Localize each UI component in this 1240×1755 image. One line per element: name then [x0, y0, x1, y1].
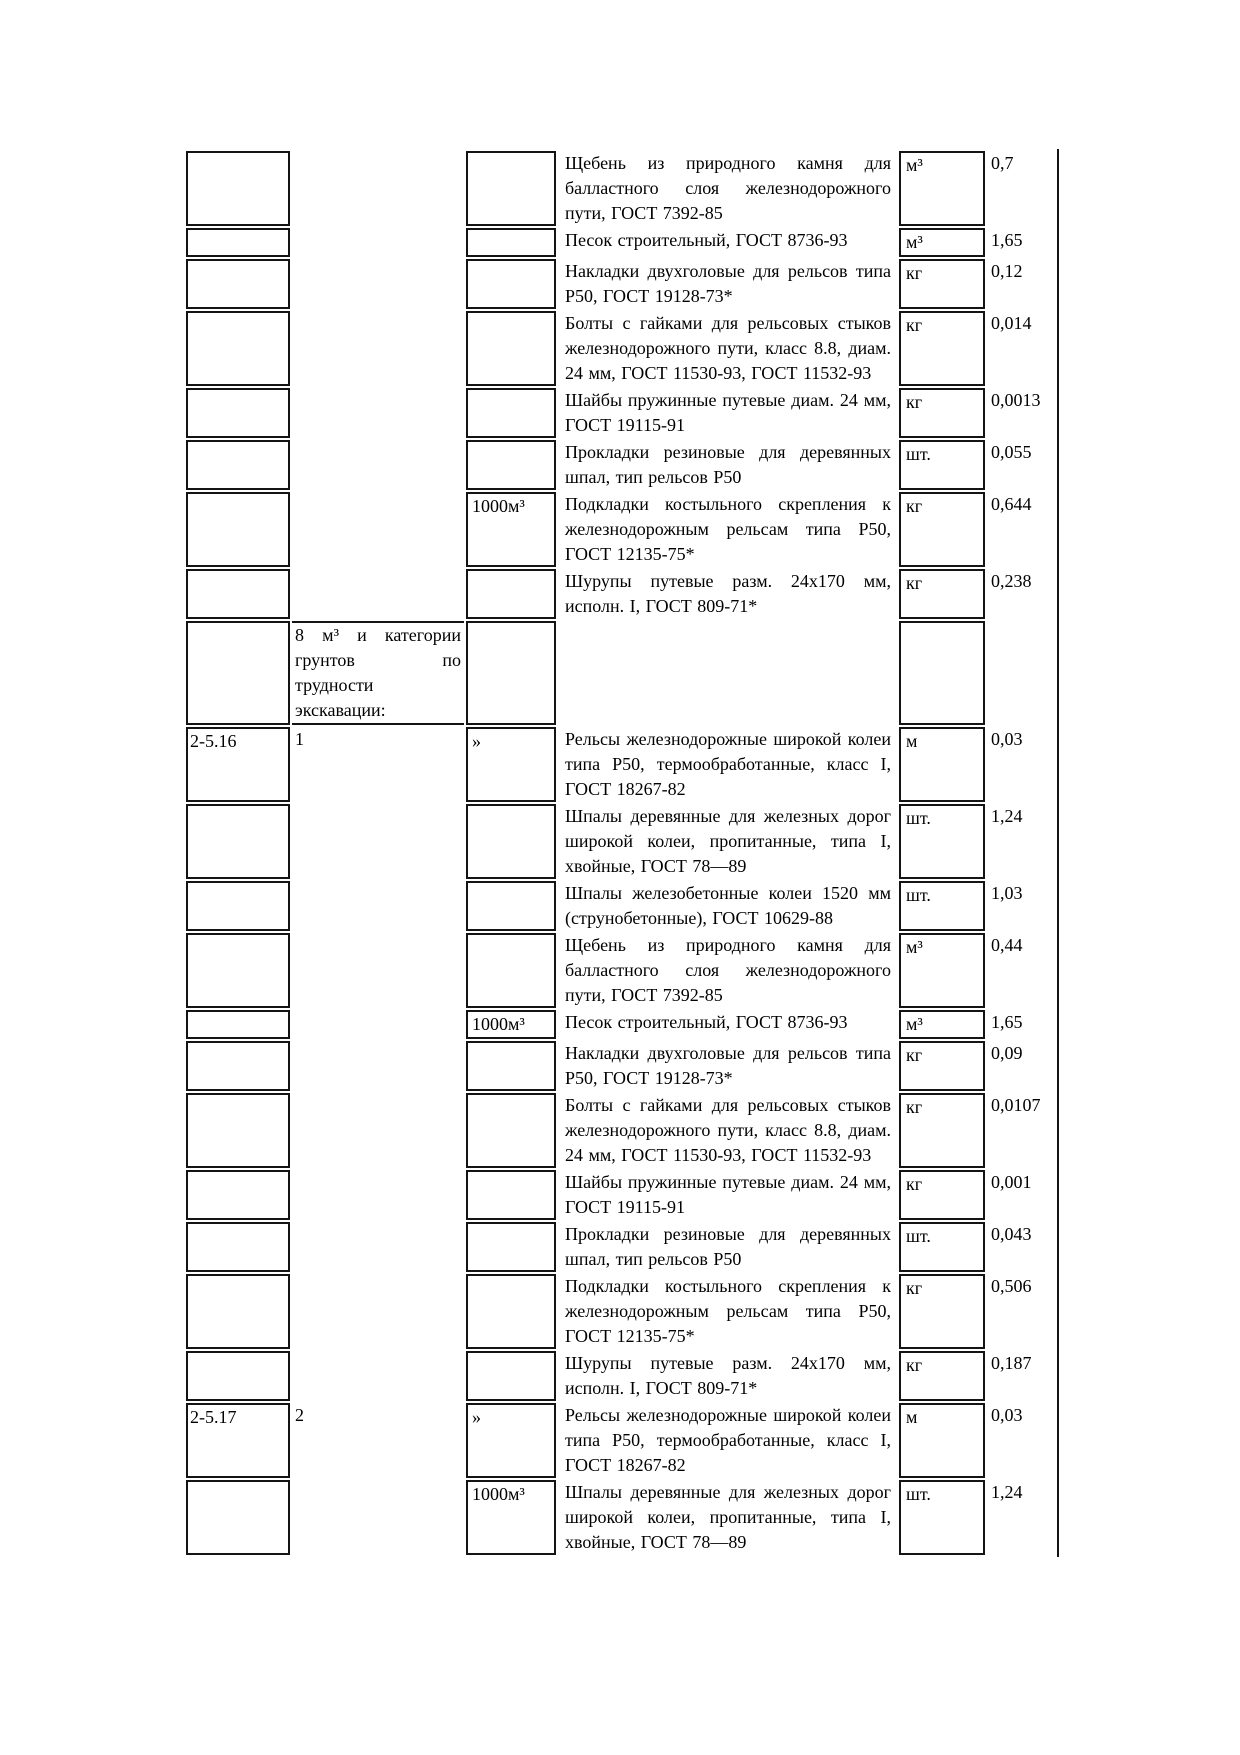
- material-cell: Прокладки резиновые для деревянных шпал, тип рельсов Р50: [565, 1224, 891, 1269]
- measure-unit-cell: 1000м³: [466, 1010, 556, 1039]
- measure-unit-cell: 1000м³: [466, 1480, 556, 1555]
- quantity-cell: 0,506: [991, 1276, 1032, 1296]
- table-row: [186, 881, 1057, 931]
- unit-cell: [899, 621, 985, 725]
- measure-unit-cell: [466, 1041, 556, 1091]
- code-cell: [186, 228, 290, 257]
- code-cell: [186, 259, 290, 309]
- quantity-cell: 1,65: [991, 230, 1023, 250]
- material-cell: Рельсы железнодорожные широкой колеи типа Р50, термообработанные, класс I, ГОСТ 18267-82: [565, 729, 891, 799]
- quantity-cell: 1,24: [991, 806, 1023, 826]
- table-row: [186, 388, 1057, 438]
- code-cell: [186, 569, 290, 619]
- unit-cell: м³: [899, 933, 985, 1008]
- category-cell: [292, 1010, 464, 1039]
- material-cell: Шпалы железобетонные колеи 1520 мм (струнобетонные), ГОСТ 10629-88: [565, 883, 891, 928]
- measure-unit-cell: [466, 1170, 556, 1220]
- measure-unit-cell: »: [466, 727, 556, 802]
- table-row: [186, 1010, 1057, 1039]
- table-row: [186, 1041, 1057, 1091]
- category-cell: [292, 569, 464, 619]
- unit-cell: кг: [899, 388, 985, 438]
- unit-cell: м³: [899, 1010, 985, 1039]
- material-cell: Накладки двухголовые для рельсов типа Р50, ГОСТ 19128-73*: [565, 261, 891, 306]
- code-cell: [186, 804, 290, 879]
- category-cell: [292, 1041, 464, 1091]
- code-cell: [186, 1351, 290, 1401]
- code-cell: [186, 1274, 290, 1349]
- category-cell: [292, 228, 464, 257]
- table-row: [186, 311, 1057, 386]
- code-cell: [186, 621, 290, 725]
- unit-cell: кг: [899, 311, 985, 386]
- category-cell: [292, 1222, 464, 1272]
- quantity-cell: 0,014: [991, 313, 1032, 333]
- unit-cell: кг: [899, 492, 985, 567]
- quantity-cell: 0,238: [991, 571, 1032, 591]
- category-cell: [292, 1093, 464, 1168]
- material-cell: Щебень из природного камня для балластного слоя железнодорожного пути, ГОСТ 7392-85: [565, 153, 891, 223]
- category-cell: [292, 492, 464, 567]
- code-cell: [186, 440, 290, 490]
- measure-unit-cell: [466, 1274, 556, 1349]
- unit-cell: м³: [899, 151, 985, 226]
- code-cell: [186, 388, 290, 438]
- material-cell: Песок строительный, ГОСТ 8736-93: [565, 230, 848, 250]
- table-row: [186, 1093, 1057, 1168]
- unit-cell: шт.: [899, 1222, 985, 1272]
- quantity-cell: 0,0013: [991, 390, 1041, 410]
- material-cell: Прокладки резиновые для деревянных шпал, тип рельсов Р50: [565, 442, 891, 487]
- category-cell: [292, 1274, 464, 1349]
- measure-unit-cell: [466, 804, 556, 879]
- measure-unit-cell: [466, 569, 556, 619]
- table-row: [186, 933, 1057, 1008]
- quantity-cell: 0,12: [991, 261, 1023, 281]
- category-cell: [292, 151, 464, 226]
- code-cell: [186, 1041, 290, 1091]
- material-cell: Болты с гайками для рельсовых стыков железнодорожного пути, класс 8.8, диам. 24 мм, ГОСТ 11530-93, ГОСТ 11532-93: [565, 313, 891, 383]
- quantity-cell: 0,644: [991, 494, 1032, 514]
- quantity-cell: 0,043: [991, 1224, 1032, 1244]
- quantity-cell: 1,65: [991, 1012, 1023, 1032]
- category-cell: [292, 1351, 464, 1401]
- table-row: [186, 1403, 1057, 1478]
- unit-cell: кг: [899, 569, 985, 619]
- table-row: [186, 1170, 1057, 1220]
- quantity-cell: 0,03: [991, 1405, 1023, 1425]
- norms-table-body: [186, 151, 1057, 1555]
- measure-unit-cell: [466, 228, 556, 257]
- material-cell: Шайбы пружинные путевые диам. 24 мм, ГОСТ 19115-91: [565, 390, 891, 435]
- quantity-cell: 0,187: [991, 1353, 1032, 1373]
- quantity-cell: 0,001: [991, 1172, 1032, 1192]
- code-cell: [186, 1480, 290, 1555]
- material-cell: Подкладки костыльного скрепления к железнодорожным рельсам типа Р50, ГОСТ 12135-75*: [565, 1276, 891, 1346]
- material-cell: Подкладки костыльного скрепления к железнодорожным рельсам типа Р50, ГОСТ 12135-75*: [565, 494, 891, 564]
- category-cell: [292, 804, 464, 879]
- unit-cell: кг: [899, 1351, 985, 1401]
- material-cell: Шпалы деревянные для железных дорог широкой колеи, пропитанные, типа I, хвойные, ГОСТ 78—89: [565, 1482, 891, 1552]
- measure-unit-cell: 1000м³: [466, 492, 556, 567]
- unit-cell: м: [899, 727, 985, 802]
- quantity-cell: 0,09: [991, 1043, 1023, 1063]
- category-cell: [292, 933, 464, 1008]
- table-row: [186, 727, 1057, 802]
- unit-cell: кг: [899, 1093, 985, 1168]
- unit-cell: шт.: [899, 804, 985, 879]
- category-cell: [292, 1170, 464, 1220]
- category-cell: 2: [295, 1405, 304, 1425]
- material-cell: Болты с гайками для рельсовых стыков железнодорожного пути, класс 8.8, диам. 24 мм, ГОСТ 11530-93, ГОСТ 11532-93: [565, 1095, 891, 1165]
- material-cell: Шурупы путевые разм. 24х170 мм, исполн. I, ГОСТ 809-71*: [565, 1353, 891, 1398]
- quantity-cell: 0,44: [991, 935, 1023, 955]
- quantity-cell: [987, 621, 1057, 725]
- material-cell: Шпалы деревянные для железных дорог широкой колеи, пропитанные, типа I, хвойные, ГОСТ 78—89: [565, 806, 891, 876]
- table-row: [186, 1222, 1057, 1272]
- measure-unit-cell: [466, 151, 556, 226]
- unit-cell: шт.: [899, 881, 985, 931]
- unit-cell: шт.: [899, 440, 985, 490]
- code-cell: [186, 492, 290, 567]
- material-cell: Шайбы пружинные путевые диам. 24 мм, ГОСТ 19115-91: [565, 1172, 891, 1217]
- measure-unit-cell: [466, 933, 556, 1008]
- page-right-rule: [1057, 149, 1059, 1557]
- unit-cell: кг: [899, 259, 985, 309]
- unit-cell: м: [899, 1403, 985, 1478]
- code-cell: [186, 1093, 290, 1168]
- table-row: [186, 1351, 1057, 1401]
- code-cell: [186, 1010, 290, 1039]
- category-cell: 8 м³ и категории грунтов по трудности экскавации:: [292, 621, 464, 725]
- measure-unit-cell: [466, 1093, 556, 1168]
- unit-cell: шт.: [899, 1480, 985, 1555]
- quantity-cell: 0,7: [991, 153, 1014, 173]
- unit-cell: кг: [899, 1041, 985, 1091]
- measure-unit-cell: [466, 1351, 556, 1401]
- table-row: [186, 259, 1057, 309]
- unit-cell: кг: [899, 1274, 985, 1349]
- quantity-cell: 0,0107: [991, 1095, 1041, 1115]
- measure-unit-cell: [466, 440, 556, 490]
- code-cell: [186, 1222, 290, 1272]
- measure-unit-cell: »: [466, 1403, 556, 1478]
- quantity-cell: 0,055: [991, 442, 1032, 462]
- norms-table: [184, 149, 1059, 1557]
- measure-unit-cell: [466, 1222, 556, 1272]
- code-cell: [186, 151, 290, 226]
- material-cell: [558, 621, 897, 725]
- code-cell: [186, 1170, 290, 1220]
- category-cell: [292, 388, 464, 438]
- table-row: [186, 621, 1057, 725]
- category-cell: 1: [295, 729, 304, 749]
- material-cell: Накладки двухголовые для рельсов типа Р50, ГОСТ 19128-73*: [565, 1043, 891, 1088]
- category-cell: [292, 440, 464, 490]
- measure-unit-cell: [466, 388, 556, 438]
- table-row: [186, 492, 1057, 567]
- measure-unit-cell: [466, 621, 556, 725]
- table-row: [186, 228, 1057, 257]
- category-cell: [292, 259, 464, 309]
- table-row: [186, 151, 1057, 226]
- quantity-cell: 1,24: [991, 1482, 1023, 1502]
- category-cell: [292, 311, 464, 386]
- code-cell: 2-5.17: [186, 1403, 290, 1478]
- quantity-cell: 1,03: [991, 883, 1023, 903]
- measure-unit-cell: [466, 311, 556, 386]
- material-cell: Щебень из природного камня для балластного слоя железнодорожного пути, ГОСТ 7392-85: [565, 935, 891, 1005]
- table-row: [186, 1274, 1057, 1349]
- measure-unit-cell: [466, 259, 556, 309]
- material-cell: Песок строительный, ГОСТ 8736-93: [565, 1012, 848, 1032]
- measure-unit-cell: [466, 881, 556, 931]
- code-cell: [186, 933, 290, 1008]
- material-cell: Шурупы путевые разм. 24х170 мм, исполн. I, ГОСТ 809-71*: [565, 571, 891, 616]
- table-row: [186, 440, 1057, 490]
- code-cell: [186, 311, 290, 386]
- category-cell: [292, 881, 464, 931]
- unit-cell: кг: [899, 1170, 985, 1220]
- code-cell: 2-5.16: [186, 727, 290, 802]
- table-row: [186, 804, 1057, 879]
- table-row: [186, 1480, 1057, 1555]
- unit-cell: м³: [899, 228, 985, 257]
- quantity-cell: 0,03: [991, 729, 1023, 749]
- category-cell: [292, 1480, 464, 1555]
- code-cell: [186, 881, 290, 931]
- material-cell: Рельсы железнодорожные широкой колеи типа Р50, термообработанные, класс I, ГОСТ 18267-82: [565, 1405, 891, 1475]
- table-row: [186, 569, 1057, 619]
